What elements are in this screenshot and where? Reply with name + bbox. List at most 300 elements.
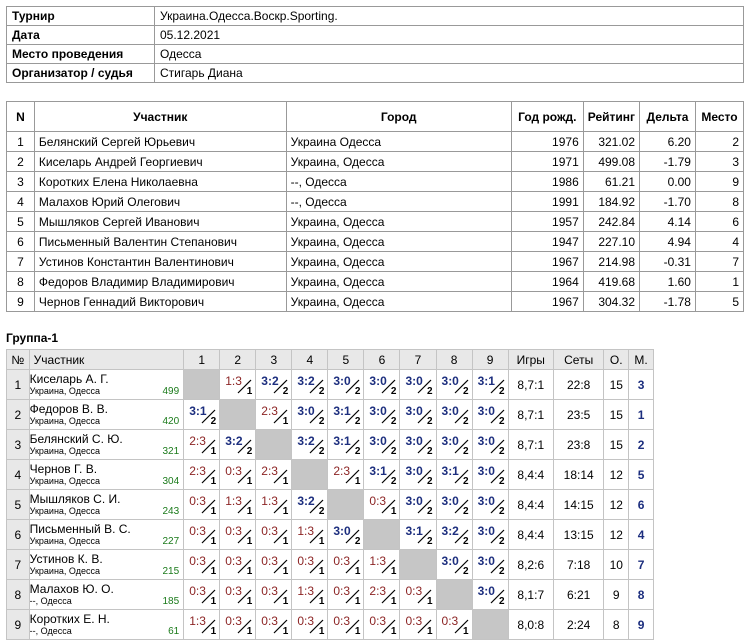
match-points: 1 <box>426 626 433 637</box>
participant-number: 8 <box>7 272 35 292</box>
participant-city: --, Одесса <box>286 172 511 192</box>
participant-row <box>7 152 744 172</box>
group-col-opponent-1: 1 <box>184 350 220 370</box>
participant-row <box>7 232 744 252</box>
participant-rating: 304.32 <box>583 292 639 312</box>
participant-delta: -1.70 <box>640 192 696 212</box>
group-row-number: 4 <box>7 460 30 490</box>
participant-name: Федоров Владимир Владимирович <box>34 272 286 292</box>
match-result-cell <box>292 400 328 430</box>
group-points: 8 <box>604 610 629 640</box>
participant-place: 6 <box>695 212 743 232</box>
info-value: Украина.Одесса.Воскр.Sporting. <box>155 7 744 26</box>
group-col-player: Участник <box>29 350 184 370</box>
group-player-rating: 420 <box>162 416 180 427</box>
participant-city: Украина, Одесса <box>286 232 511 252</box>
group-player-city: Украина, Одесса <box>29 386 100 396</box>
group-row-number: 3 <box>7 430 30 460</box>
group-sets: 14:15 <box>553 490 603 520</box>
group-row <box>7 370 654 400</box>
match-result-cell <box>364 460 400 490</box>
match-points: 2 <box>354 536 361 547</box>
match-score: 0:3 <box>405 614 423 628</box>
match-points: 1 <box>246 566 253 577</box>
match-points: 2 <box>463 536 469 547</box>
match-score: 3:0 <box>477 494 495 508</box>
group-player-meta <box>30 506 184 517</box>
group-sets: 6:21 <box>553 580 603 610</box>
match-score: 0:3 <box>369 614 387 628</box>
match-result-cell <box>292 430 328 460</box>
participant-number: 2 <box>7 152 35 172</box>
group-place: 5 <box>629 460 654 490</box>
match-score: 3:0 <box>441 434 459 448</box>
group-row <box>7 610 654 640</box>
match-result-cell <box>220 490 256 520</box>
match-result-cell <box>400 490 436 520</box>
group-player-name: Киселарь А. Г. <box>29 372 109 386</box>
group-player-rating: 243 <box>162 506 180 517</box>
group-col-opponent-2: 2 <box>220 350 256 370</box>
match-score: 3:0 <box>297 404 315 418</box>
participant-delta: 4.94 <box>640 232 696 252</box>
match-score: 0:3 <box>225 524 242 538</box>
match-score: 0:3 <box>189 494 206 508</box>
match-result-cell <box>184 520 220 550</box>
group-player-city: Украина, Одесса <box>29 506 100 516</box>
match-result-cell <box>364 580 400 610</box>
match-result-cell <box>364 430 400 460</box>
match-points: 2 <box>354 386 361 397</box>
match-points: 2 <box>390 416 397 427</box>
match-points: 2 <box>390 386 397 397</box>
match-score: 1:3 <box>189 614 206 628</box>
match-score: 0:3 <box>405 584 423 598</box>
match-points: 1 <box>210 596 217 607</box>
match-points: 2 <box>426 446 433 457</box>
info-value: 05.12.2021 <box>155 26 744 45</box>
group-sets: 18:14 <box>553 460 603 490</box>
match-score: 1:3 <box>297 584 315 598</box>
match-result-cell <box>436 430 472 460</box>
match-points: 2 <box>354 446 361 457</box>
match-result-cell <box>436 460 472 490</box>
group-place: 6 <box>629 490 654 520</box>
group-games: 8,7:1 <box>508 400 553 430</box>
participant-birth-year: 1967 <box>511 292 583 312</box>
match-points: 2 <box>426 536 433 547</box>
group-points: 15 <box>604 400 629 430</box>
participant-name: Письменный Валентин Степанович <box>34 232 286 252</box>
match-result-cell <box>292 580 328 610</box>
match-points: 1 <box>210 446 217 457</box>
match-result-cell <box>220 370 256 400</box>
match-points: 2 <box>426 386 433 397</box>
match-score: 1:3 <box>225 374 242 388</box>
match-result-cell <box>436 400 472 430</box>
group-player-meta <box>30 416 184 427</box>
participant-birth-year: 1964 <box>511 272 583 292</box>
group-place: 4 <box>629 520 654 550</box>
group-diagonal-cell <box>220 400 256 430</box>
group-sets: 13:15 <box>553 520 603 550</box>
participant-delta: 1.60 <box>640 272 696 292</box>
match-points: 1 <box>282 416 289 427</box>
participant-city: Украина, Одесса <box>286 292 511 312</box>
match-score: 3:1 <box>405 524 423 538</box>
match-score: 0:3 <box>225 614 242 628</box>
group-player-rating: 321 <box>162 446 180 457</box>
group-diagonal-cell <box>472 610 508 640</box>
participant-birth-year: 1986 <box>511 172 583 192</box>
match-result-cell <box>472 370 508 400</box>
match-points: 1 <box>390 506 397 517</box>
match-points: 2 <box>318 416 325 427</box>
match-points: 2 <box>499 416 505 427</box>
match-points: 1 <box>246 476 253 487</box>
group-col-points: О. <box>604 350 629 370</box>
info-key: Дата <box>7 26 155 45</box>
group-player-rating: 499 <box>162 386 180 397</box>
group-games: 8,4:4 <box>508 460 553 490</box>
match-score: 3:0 <box>477 584 495 598</box>
match-score: 3:2 <box>297 434 315 448</box>
participant-city: Украина, Одесса <box>286 152 511 172</box>
match-points: 2 <box>463 566 469 577</box>
group-row-number: 9 <box>7 610 30 640</box>
match-score: 3:0 <box>405 494 423 508</box>
col-header-place: Место <box>695 102 743 132</box>
match-points: 1 <box>210 626 217 637</box>
group-player-name: Федоров В. В. <box>29 402 108 416</box>
group-player <box>29 520 184 550</box>
match-points: 2 <box>426 416 433 427</box>
group-points: 12 <box>604 520 629 550</box>
match-score: 0:3 <box>261 554 278 568</box>
match-result-cell <box>400 610 436 640</box>
info-value: Одесса <box>155 45 744 64</box>
match-score: 3:1 <box>333 404 351 418</box>
group-diagonal-cell <box>364 520 400 550</box>
info-key: Турнир <box>7 7 155 26</box>
participant-delta: -1.79 <box>640 152 696 172</box>
match-result-cell <box>400 520 436 550</box>
match-result-cell <box>220 580 256 610</box>
match-points: 2 <box>463 506 469 517</box>
match-score: 3:0 <box>333 374 351 388</box>
group-player-rating: 215 <box>162 566 180 577</box>
tournament-info-table <box>6 6 744 83</box>
participant-name: Малахов Юрий Олегович <box>34 192 286 212</box>
participant-rating: 214.98 <box>583 252 639 272</box>
match-result-cell <box>292 490 328 520</box>
participant-place: 8 <box>695 192 743 212</box>
match-points: 1 <box>282 536 289 547</box>
match-score: 3:0 <box>369 374 387 388</box>
participant-city: Украина, Одесса <box>286 272 511 292</box>
match-points: 1 <box>354 566 361 577</box>
group-col-opponent-3: 3 <box>256 350 292 370</box>
group-row <box>7 550 654 580</box>
match-score: 0:3 <box>225 554 242 568</box>
participant-place: 2 <box>695 132 743 152</box>
group-points: 12 <box>604 490 629 520</box>
group-points: 15 <box>604 370 629 400</box>
group-games: 8,2:6 <box>508 550 553 580</box>
match-score: 3:0 <box>477 434 495 448</box>
group-row <box>7 580 654 610</box>
match-score: 0:3 <box>189 524 206 538</box>
group-player <box>29 430 184 460</box>
participant-city: Украина, Одесса <box>286 212 511 232</box>
group-sets: 7:18 <box>553 550 603 580</box>
group-title: Группа-1 <box>6 331 59 345</box>
participant-birth-year: 1967 <box>511 252 583 272</box>
group-player-rating: 304 <box>162 476 180 487</box>
match-result-cell <box>436 520 472 550</box>
match-score: 1:3 <box>369 554 387 568</box>
match-points: 1 <box>246 506 253 517</box>
match-score: 0:3 <box>333 554 351 568</box>
participant-delta: 4.14 <box>640 212 696 232</box>
match-result-cell <box>184 400 220 430</box>
match-points: 1 <box>246 536 253 547</box>
match-score: 2:3 <box>189 464 206 478</box>
match-points: 1 <box>318 626 325 637</box>
match-points: 2 <box>318 446 325 457</box>
group-col-place: М. <box>629 350 654 370</box>
match-result-cell <box>472 400 508 430</box>
match-result-cell <box>184 550 220 580</box>
participant-row <box>7 212 744 232</box>
group-player-rating: 227 <box>162 536 180 547</box>
participant-rating: 227.10 <box>583 232 639 252</box>
match-result-cell <box>364 550 400 580</box>
group-col-opponent-9: 9 <box>472 350 508 370</box>
match-score: 2:3 <box>189 434 206 448</box>
match-score: 3:0 <box>477 554 495 568</box>
match-points: 2 <box>499 536 505 547</box>
group-games: 8,0:8 <box>508 610 553 640</box>
match-points: 1 <box>210 506 217 517</box>
participant-rating: 321.02 <box>583 132 639 152</box>
match-result-cell <box>436 490 472 520</box>
match-result-cell <box>184 610 220 640</box>
match-result-cell <box>328 550 364 580</box>
match-score: 0:3 <box>333 584 351 598</box>
group-player-rating: 61 <box>168 626 180 637</box>
match-points: 1 <box>318 536 325 547</box>
participant-rating: 61.21 <box>583 172 639 192</box>
group-player <box>29 580 184 610</box>
match-result-cell <box>256 610 292 640</box>
participant-number: 5 <box>7 212 35 232</box>
tournament-info-body <box>7 7 744 83</box>
match-score: 3:0 <box>369 404 387 418</box>
match-points: 2 <box>499 506 505 517</box>
match-points: 2 <box>354 416 361 427</box>
group-row <box>7 430 654 460</box>
match-points: 2 <box>463 476 469 487</box>
participant-delta: 0.00 <box>640 172 696 192</box>
match-result-cell <box>256 460 292 490</box>
match-points: 2 <box>463 446 469 457</box>
match-result-cell <box>472 430 508 460</box>
group-player-name: Устинов К. В. <box>29 552 103 566</box>
participant-place: 9 <box>695 172 743 192</box>
group-diagonal-cell <box>292 460 328 490</box>
col-header-participant: Участник <box>34 102 286 132</box>
group-player-meta <box>30 446 184 457</box>
match-result-cell <box>220 610 256 640</box>
group-player-name: Мышляков С. И. <box>29 492 121 506</box>
match-points: 1 <box>390 596 397 607</box>
group-row-number: 5 <box>7 490 30 520</box>
match-score: 3:0 <box>405 434 423 448</box>
match-points: 1 <box>210 536 217 547</box>
group-player-name: Коротких Е. Н. <box>29 612 110 626</box>
group-sets: 23:5 <box>553 400 603 430</box>
group-player-rating: 185 <box>162 596 180 607</box>
match-score: 0:3 <box>369 494 387 508</box>
col-header-rating: Рейтинг <box>583 102 639 132</box>
group-row-number: 2 <box>7 400 30 430</box>
match-result-cell <box>292 550 328 580</box>
group-col-sets: Сеты <box>553 350 603 370</box>
group-games: 8,7:1 <box>508 370 553 400</box>
group-player-city: --, Одесса <box>29 626 72 636</box>
info-key: Организатор / судья <box>7 64 155 83</box>
group-diagonal-cell <box>328 490 364 520</box>
match-points: 2 <box>463 386 469 397</box>
group-row <box>7 520 654 550</box>
participant-name: Коротких Елена Николаевна <box>34 172 286 192</box>
match-points: 2 <box>318 506 325 517</box>
match-score: 3:0 <box>405 404 423 418</box>
group-col-opponent-4: 4 <box>292 350 328 370</box>
participant-place: 7 <box>695 252 743 272</box>
participant-row <box>7 192 744 212</box>
participant-birth-year: 1971 <box>511 152 583 172</box>
match-points: 1 <box>318 566 325 577</box>
group-header <box>7 350 654 370</box>
match-result-cell <box>328 520 364 550</box>
group-player-meta <box>30 596 184 607</box>
group-player-name: Белянский С. Ю. <box>29 432 123 446</box>
participant-number: 1 <box>7 132 35 152</box>
match-score: 3:0 <box>441 374 459 388</box>
participant-birth-year: 1976 <box>511 132 583 152</box>
participant-row <box>7 292 744 312</box>
match-score: 3:2 <box>225 434 243 448</box>
group-col-opponent-6: 6 <box>364 350 400 370</box>
group-player <box>29 610 184 640</box>
match-points: 1 <box>354 476 361 487</box>
group-table <box>6 349 654 640</box>
participant-number: 3 <box>7 172 35 192</box>
match-result-cell <box>328 430 364 460</box>
participant-name: Чернов Геннадий Викторович <box>34 292 286 312</box>
match-score: 0:3 <box>189 584 206 598</box>
group-col-num: № <box>7 350 30 370</box>
participant-rating: 499.08 <box>583 152 639 172</box>
group-player-city: Украина, Одесса <box>29 476 100 486</box>
match-result-cell <box>220 520 256 550</box>
group-row-number: 7 <box>7 550 30 580</box>
match-score: 3:0 <box>477 404 495 418</box>
group-place: 9 <box>629 610 654 640</box>
match-points: 2 <box>426 506 433 517</box>
participant-name: Устинов Константин Валентинович <box>34 252 286 272</box>
match-points: 2 <box>499 386 505 397</box>
participant-name: Мышляков Сергей Иванович <box>34 212 286 232</box>
group-points: 9 <box>604 580 629 610</box>
group-body <box>7 370 654 640</box>
match-score: 3:0 <box>405 464 423 478</box>
match-points: 2 <box>426 476 433 487</box>
match-points: 1 <box>318 596 325 607</box>
match-result-cell <box>256 520 292 550</box>
match-result-cell <box>184 490 220 520</box>
match-result-cell <box>256 400 292 430</box>
match-points: 1 <box>246 386 253 397</box>
group-player-city: Украина, Одесса <box>29 416 100 426</box>
match-score: 2:3 <box>333 464 351 478</box>
participant-row <box>7 132 744 152</box>
participant-row <box>7 172 744 192</box>
participant-birth-year: 1991 <box>511 192 583 212</box>
participant-city: Украина Одесса <box>286 132 511 152</box>
match-result-cell <box>400 370 436 400</box>
participant-delta: 6.20 <box>640 132 696 152</box>
match-points: 2 <box>463 416 469 427</box>
match-score: 2:3 <box>261 464 278 478</box>
match-score: 3:1 <box>333 434 351 448</box>
info-key: Место проведения <box>7 45 155 64</box>
match-result-cell <box>256 550 292 580</box>
match-result-cell <box>184 460 220 490</box>
group-diagonal-cell <box>436 580 472 610</box>
match-points: 1 <box>210 566 217 577</box>
match-points: 1 <box>282 476 289 487</box>
match-score: 0:3 <box>225 584 242 598</box>
match-points: 2 <box>499 596 505 607</box>
group-row <box>7 460 654 490</box>
group-sets: 2:24 <box>553 610 603 640</box>
match-points: 1 <box>390 626 397 637</box>
group-player-meta <box>30 626 184 637</box>
participant-city: Украина, Одесса <box>286 252 511 272</box>
match-score: 1:3 <box>261 494 278 508</box>
match-points: 1 <box>282 506 289 517</box>
match-result-cell <box>400 460 436 490</box>
col-header-birth-year: Год рожд. <box>511 102 583 132</box>
match-result-cell <box>364 610 400 640</box>
participant-number: 7 <box>7 252 35 272</box>
match-result-cell <box>400 580 436 610</box>
group-header-row <box>7 350 654 370</box>
match-points: 1 <box>354 596 361 607</box>
group-player-city: --, Одесса <box>29 596 72 606</box>
group-player <box>29 490 184 520</box>
participants-table <box>6 101 744 312</box>
match-result-cell <box>184 580 220 610</box>
match-score: 3:0 <box>441 494 459 508</box>
group-sets: 22:8 <box>553 370 603 400</box>
match-result-cell <box>364 490 400 520</box>
participant-delta: -0.31 <box>640 252 696 272</box>
info-row <box>7 45 744 64</box>
